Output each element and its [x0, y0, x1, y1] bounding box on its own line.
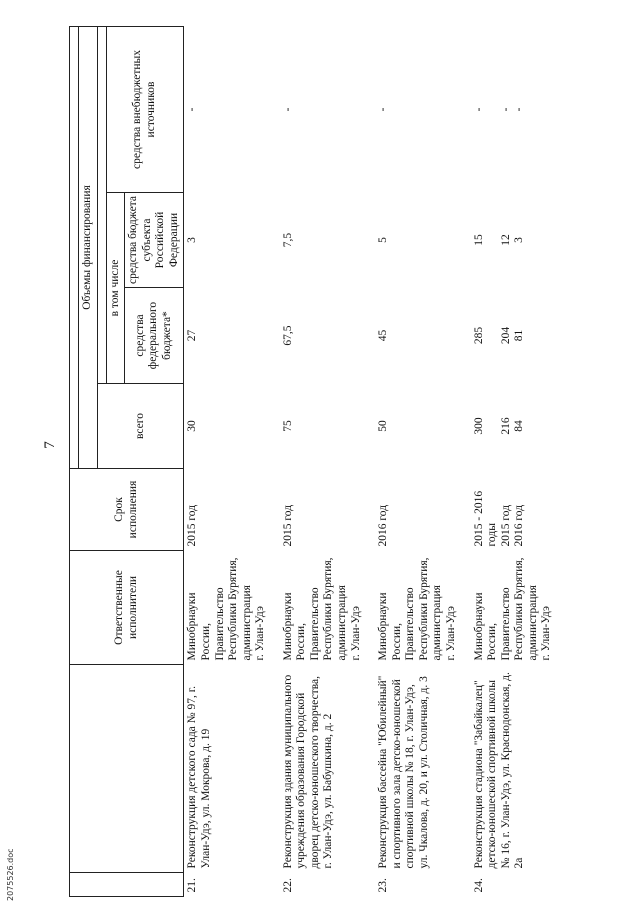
row-total: 300 216 84 [472, 417, 526, 435]
row-total: 30 [186, 420, 199, 432]
row-federal: 45 [377, 329, 390, 342]
header-extra: средства внебюджетных источников [106, 27, 184, 193]
row-extra: - [186, 107, 199, 112]
table-body [184, 27, 566, 897]
row-name: Реконструкция детского сада № 97, г. Улан-Удэ, ул. Мокрова, д. 19 [186, 685, 212, 869]
header-term: Срок исполнения [70, 469, 184, 551]
row-extra: - [281, 107, 294, 112]
row-name: Реконструкция стадиона "Забайкалец" детско-юношеской спортивной школы № 16, г. Улан-Удэ, ул. Краснодонская, д. 2а [472, 672, 526, 869]
row-term: 2015 - 2016 годы 2015 год 2016 год [472, 490, 526, 547]
header-subspacer [97, 27, 106, 384]
row-number: 21. [186, 878, 199, 893]
row-executors: Минобрнауки России, Правительство Республики Бурятия, администрация г. Улан-Удэ [186, 557, 267, 661]
row-federal: 27 [186, 329, 199, 342]
row-number: 23. [377, 878, 390, 893]
financing-table [69, 26, 566, 897]
row-regional: 5 [377, 237, 390, 243]
row-name: Реконструкция здания муниципального учреждения образования Городской дворец детско-юношеского творчества, г. Улан-Удэ, ул. Бабушкина, д. 2 [281, 674, 335, 869]
document-code: 2075526.doc [6, 848, 15, 901]
row-regional: 15 12 3 [472, 234, 526, 246]
row-total: 75 [281, 420, 294, 432]
row-executors: Минобрнауки России, Правительство Республики Бурятия, администрация г. Улан-Удэ [281, 557, 362, 661]
header-federal: средства федерального бюджета* [125, 288, 184, 384]
header-total: всего [97, 384, 184, 469]
row-name: Реконструкция бассейна "Юбилейный" и спортивного зала детско-юношеской спортивной школы № 18, г. Улан-Удэ, ул. Чкалова, д. 20, и ул. Столичная, д. 3 [377, 675, 430, 869]
row-term: 2015 год [281, 504, 294, 547]
table-row [375, 27, 470, 897]
row-extra: - [377, 107, 390, 112]
table-header [70, 27, 184, 897]
row-term: 2016 год [377, 504, 390, 547]
page-number: 7 [42, 441, 58, 449]
table-row [184, 27, 280, 897]
row-number: 24. [472, 878, 485, 893]
row-federal: 285 204 81 [472, 326, 526, 345]
header-number [70, 873, 184, 897]
row-federal: 67,5 [281, 325, 294, 346]
row-regional: 3 [186, 237, 199, 243]
row-number: 22. [281, 878, 294, 893]
row-extra: - - - [472, 107, 526, 112]
row-executors: Минобрнауки России, Правительство Республики Бурятия, администрация г. Улан-Удэ [472, 557, 553, 661]
header-spacer [70, 27, 79, 469]
header-including: в том числе [106, 193, 125, 384]
table-row [471, 27, 566, 897]
row-term: 2015 год [186, 504, 199, 547]
header-name [70, 665, 184, 873]
header-volumes: Объемы финансирования [79, 27, 98, 469]
row-regional: 7,5 [281, 232, 294, 248]
table-row [280, 27, 375, 897]
header-regional: средства бюджета субъекта Российской Федерации [125, 193, 184, 288]
header-responsible: Ответственные исполнители [70, 551, 184, 665]
row-total: 50 [377, 420, 390, 432]
row-executors: Минобрнауки России, Правительство Республики Бурятия, администрация г. Улан-Удэ [377, 557, 457, 661]
